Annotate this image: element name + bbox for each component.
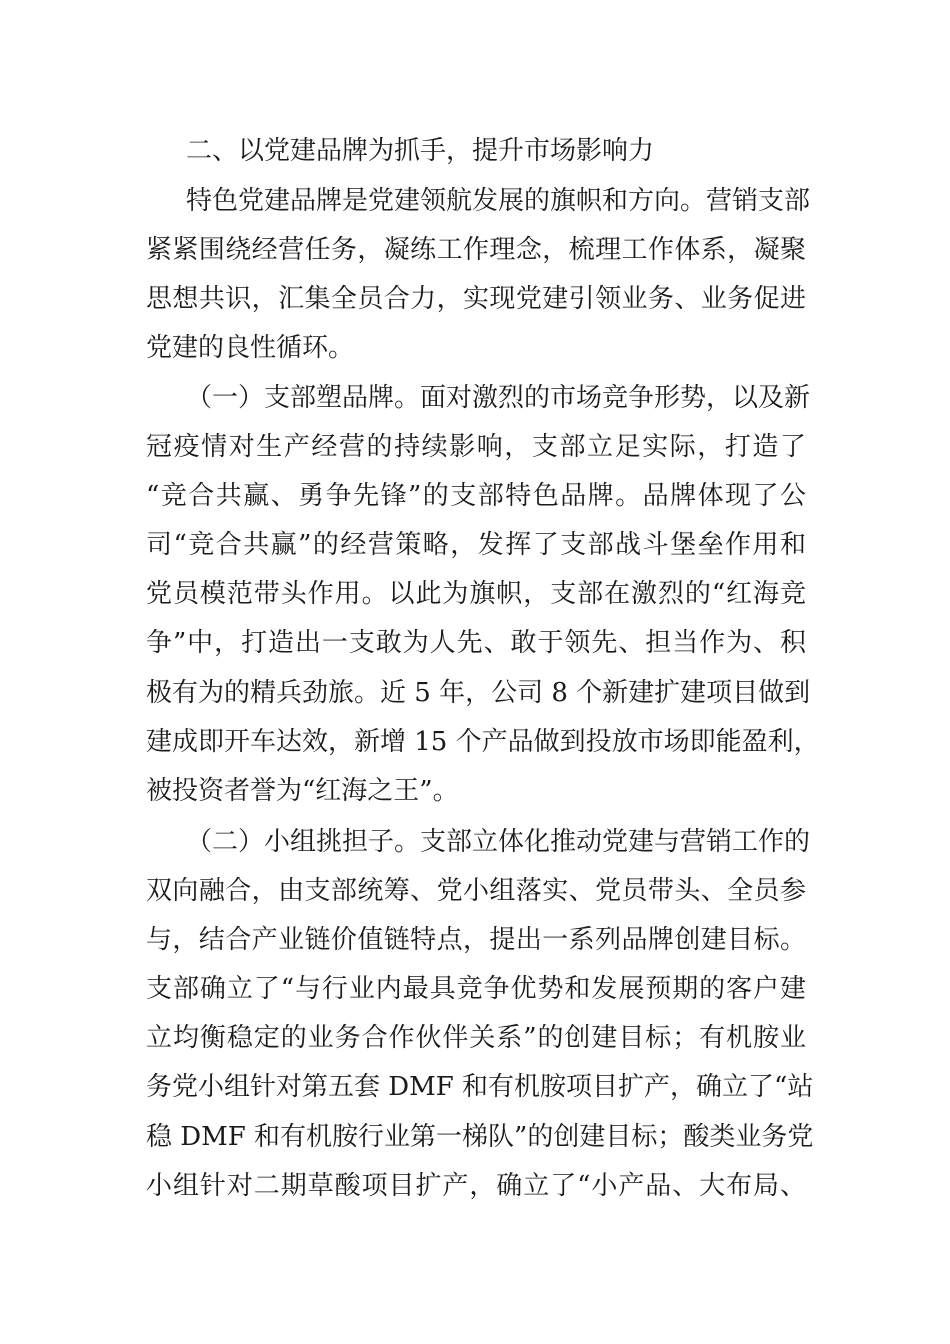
paragraph-2-line-6: 争”中，打造出一支敢为人先、敢于领先、担当作为、积 <box>146 628 806 658</box>
paragraph-2-line-1: （一）支部塑品牌。面对激烈的市场竞争形势，以及新 <box>186 383 811 413</box>
paragraph-1-line-2: 紧紧围绕经营任务，凝练工作理念，梳理工作体系，凝聚 <box>146 235 806 265</box>
paragraph-3-line-7: 稳 DMF 和有机胺行业第一梯队”的创建目标；酸类业务党 <box>146 1122 814 1152</box>
paragraph-3-line-2: 双向融合，由支部统筹、党小组落实、党员带头、全员参 <box>146 876 806 906</box>
paragraph-3-line-1: （二）小组挑担子。支部立体化推动党建与营销工作的 <box>186 827 811 857</box>
paragraph-3-line-5: 立均衡稳定的业务合作伙伴关系”的创建目标；有机胺业 <box>146 1023 806 1053</box>
paragraph-2-line-4: 司“竞合共赢”的经营策略，发挥了支部战斗堡垒作用和 <box>146 530 806 560</box>
paragraph-2-line-9: 被投资者誉为“红海之王”。 <box>146 776 459 806</box>
paragraph-3-line-6: 务党小组针对第五套 DMF 和有机胺项目扩产，确立了“站 <box>146 1072 814 1102</box>
paragraph-2-line-3: “竞合共赢、勇争先锋”的支部特色品牌。品牌体现了公 <box>146 481 806 511</box>
paragraph-2-line-7: 极有为的精兵劲旅。近 5 年，公司 8 个新建扩建项目做到 <box>146 678 811 708</box>
paragraph-2-line-8: 建成即开车达效，新增 15 个产品做到投放市场即能盈利， <box>146 727 820 757</box>
paragraph-3-line-3: 与，结合产业链价值链特点，提出一系列品牌创建目标。 <box>146 925 806 955</box>
paragraph-1-line-1: 特色党建品牌是党建领航发展的旗帜和方向。营销支部 <box>186 186 811 216</box>
section-heading: 二、以党建品牌为抓手，提升市场影响力 <box>186 136 655 166</box>
paragraph-3-line-8: 小组针对二期草酸项目扩产，确立了“小产品、大布局、 <box>146 1171 806 1201</box>
paragraph-1-line-3: 思想共识，汇集全员合力，实现党建引领业务、业务促进 <box>146 284 806 314</box>
paragraph-3-line-4: 支部确立了“与行业内最具竞争优势和发展预期的客户建 <box>146 974 806 1004</box>
paragraph-2-line-2: 冠疫情对生产经营的持续影响，支部立足实际，打造了 <box>146 432 806 462</box>
paragraph-1-line-4: 党建的良性循环。 <box>146 333 355 363</box>
paragraph-2-line-5: 党员模范带头作用。以此为旗帜，支部在激烈的“红海竞 <box>146 579 806 609</box>
